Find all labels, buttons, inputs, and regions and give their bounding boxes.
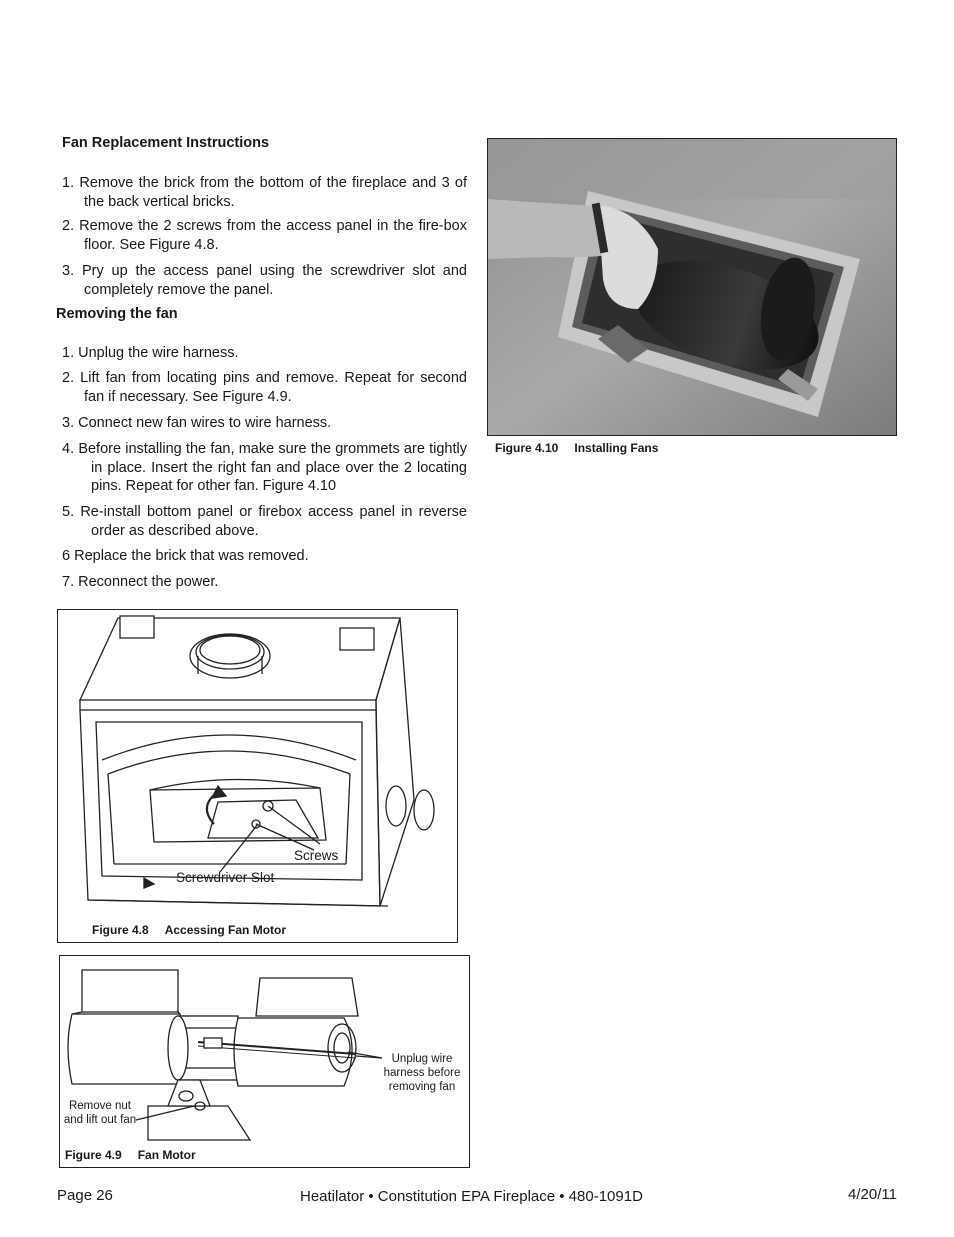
replace-step-2: 2. Remove the 2 screws from the access panel in the fire-box floor. See Figure 4.8. — [62, 218, 467, 253]
remove-step-7: 7. Reconnect the power. — [62, 574, 219, 590]
figure-4-8-number: Figure 4.8 — [92, 923, 149, 937]
figure-4-8-caption — [92, 923, 286, 937]
replace-step-3: 3. Pry up the access panel using the screwdriver slot and completely remove the panel. — [62, 263, 467, 298]
figure-4-10-photo — [487, 138, 897, 436]
figure-4-9 — [59, 955, 470, 1168]
footer-page-number: Page 26 — [57, 1187, 113, 1204]
figure-4-10-caption — [495, 441, 658, 455]
remove-step-2: 2. Lift fan from locating pins and remove. Repeat for second fan if necessary. See Figure 4.9. — [62, 370, 467, 405]
figure-4-8-title: Accessing Fan Motor — [164, 923, 287, 937]
unplug-harness-label: Unplug wire harness before removing fan — [383, 1053, 461, 1093]
footer-document-title: Heatilator • Constitution EPA Fireplace • 480-1091D — [300, 1188, 643, 1205]
figure-4-9-title: Fan Motor — [137, 1148, 196, 1162]
remove-step-5: 5. Re-install bottom panel or firebox access panel in reverse order as described above. — [62, 504, 467, 539]
figure-4-9-caption — [65, 1148, 196, 1162]
remove-nut-label: Remove nut and lift out fan — [63, 1100, 137, 1126]
fireplace-diagram — [58, 610, 456, 941]
section-title: Fan Replacement Instructions — [62, 135, 270, 151]
figure-4-8 — [57, 609, 458, 943]
replace-step-1: 1. Remove the brick from the bottom of the fireplace and 3 of the back vertical bricks. — [62, 175, 467, 210]
remove-step-4: 4. Before installing the fan, make sure the grommets are tightly in place. Insert the right fan and place over the 2 locating pins. Repeat for other fan. Figure 4.10 — [62, 441, 467, 494]
remove-step-6: 6 Replace the brick that was removed. — [62, 548, 309, 564]
remove-step-3: 3. Connect new fan wires to wire harness. — [62, 415, 332, 431]
screwdriver-slot-label: Screwdriver Slot — [176, 870, 275, 885]
removing-title: Removing the fan — [56, 306, 178, 322]
figure-4-10-number: Figure 4.10 — [495, 441, 559, 455]
footer-date: 4/20/11 — [848, 1186, 897, 1203]
installing-fans-photo — [488, 139, 896, 435]
figure-4-9-number: Figure 4.9 — [65, 1148, 122, 1162]
remove-step-1: 1. Unplug the wire harness. — [62, 345, 239, 361]
screws-label: Screws — [294, 848, 339, 863]
figure-4-10-title: Installing Fans — [574, 441, 659, 455]
